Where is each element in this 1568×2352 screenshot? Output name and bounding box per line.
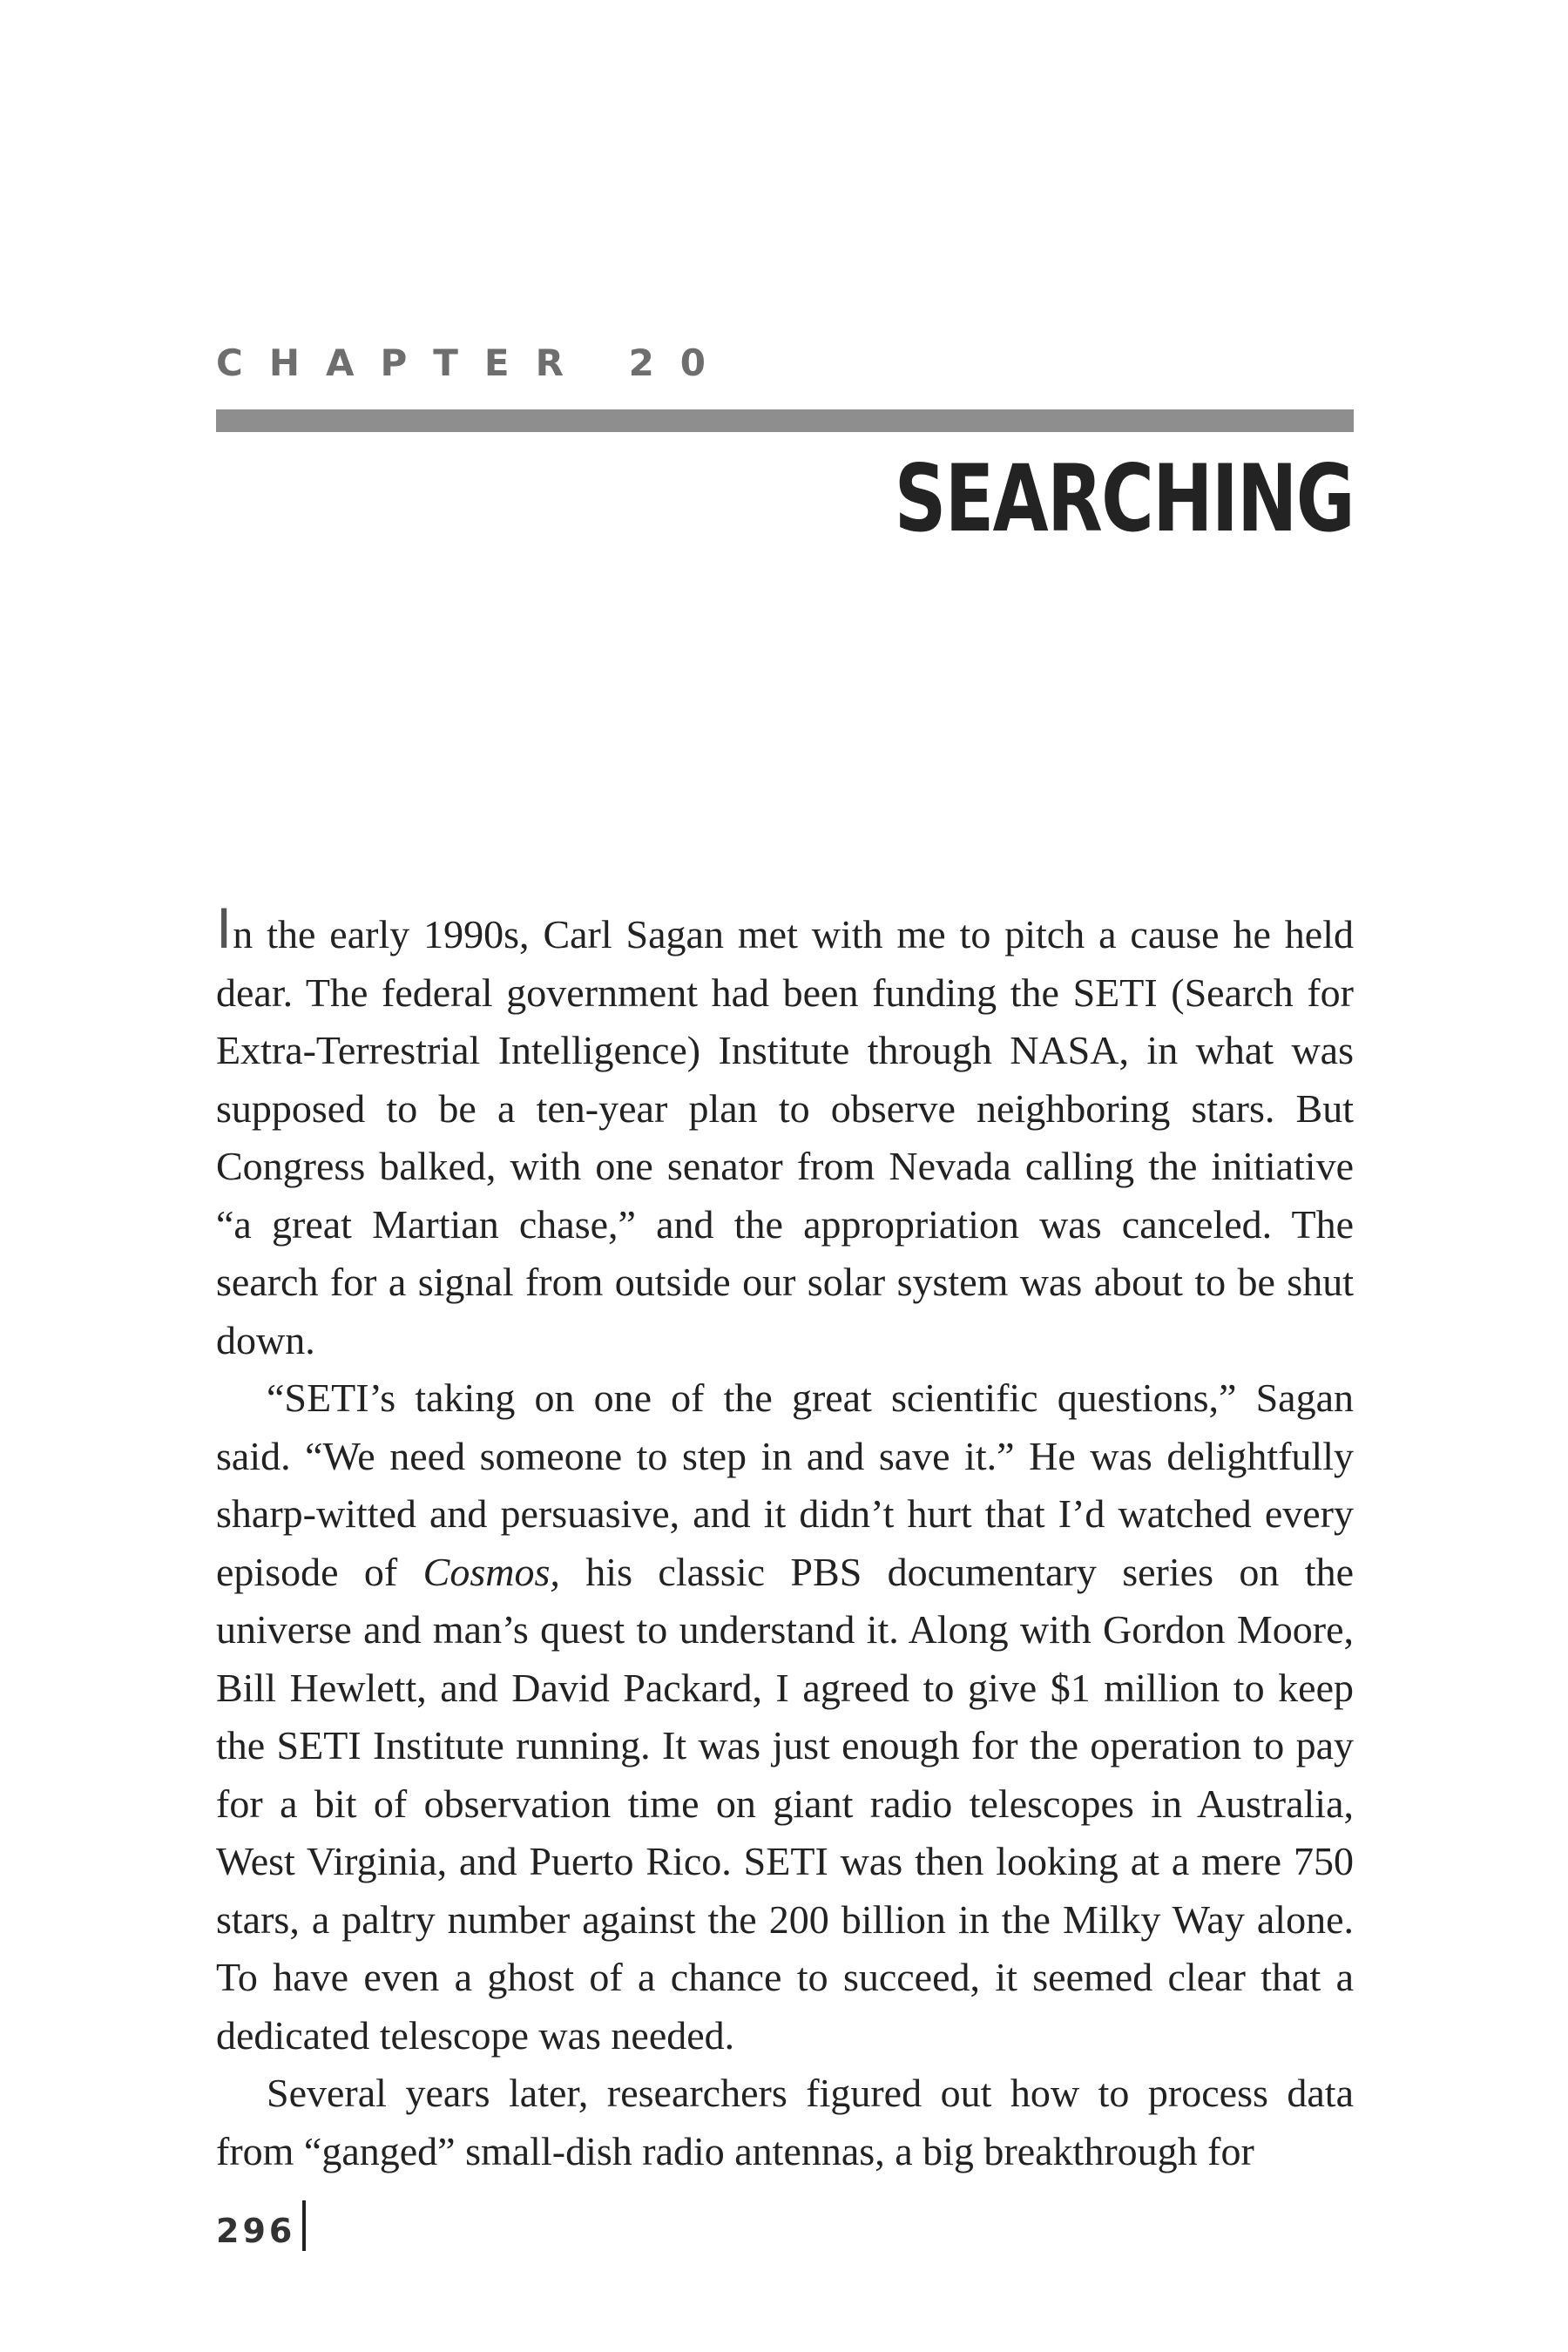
paragraph-1-text: n the early 1990s, Carl Sagan met with me to pitch a cause he held dear. The federal government had been funding the SETI (Search for Extra-Terrestrial Intelligence) Institute through NASA, in what was supposed to be a ten-year plan to observe neighboring stars. But Congress balked, with one senator from Nevada calling the initiative “a great Martian chase,” and the appropriation was canceled. The search for a signal from outside our solar system was about to be shut down. xyxy=(216,912,1354,1362)
folio-rule xyxy=(302,2200,306,2251)
paragraph-3: Several years later, researchers figured out how to process data from “ganged” small-dish radio antennas, a big breakthrough for xyxy=(216,2071,1354,2173)
chapter-title: SEARCHING xyxy=(894,445,1354,552)
paragraph-2-text-after: his classic PBS documentary series on the universe and man’s quest to understand it. Along with Gordon Moore, Bill Hewlett, and David Packard, I agreed to give $1 million to keep the SETI Institute running. It was just enough for the operation to pay for a bit of observation time on giant radio telescopes in Australia, West Virginia, and Puerto Rico. SETI was then looking at a mere 750 stars, a paltry number against the 200 billion in the Milky Way alone. To have even a ghost of a chance to succeed, it seemed clear that a dedicated telescope was needed. xyxy=(216,1549,1354,2058)
initial-letter: I xyxy=(216,897,233,961)
chapter-rule xyxy=(216,409,1354,432)
paragraph-2-text-before: “SETI’s taking on one of the great scientific questions,” Sagan said. “We need someone to step in and save it.” He was delightfully sharp-witted and persuasive, and it didn’t hurt that I’d watched every episode of xyxy=(216,1375,1354,1594)
folio xyxy=(216,2199,306,2251)
paragraph-1 xyxy=(216,897,1354,1369)
chapter-label: CHAPTER 20 xyxy=(216,341,733,384)
page-number: 296 xyxy=(216,2212,296,2250)
body-text xyxy=(216,897,1354,2180)
paragraph-2 xyxy=(216,1369,1354,2065)
book-title-italic: Cosmos, xyxy=(422,1549,560,1594)
